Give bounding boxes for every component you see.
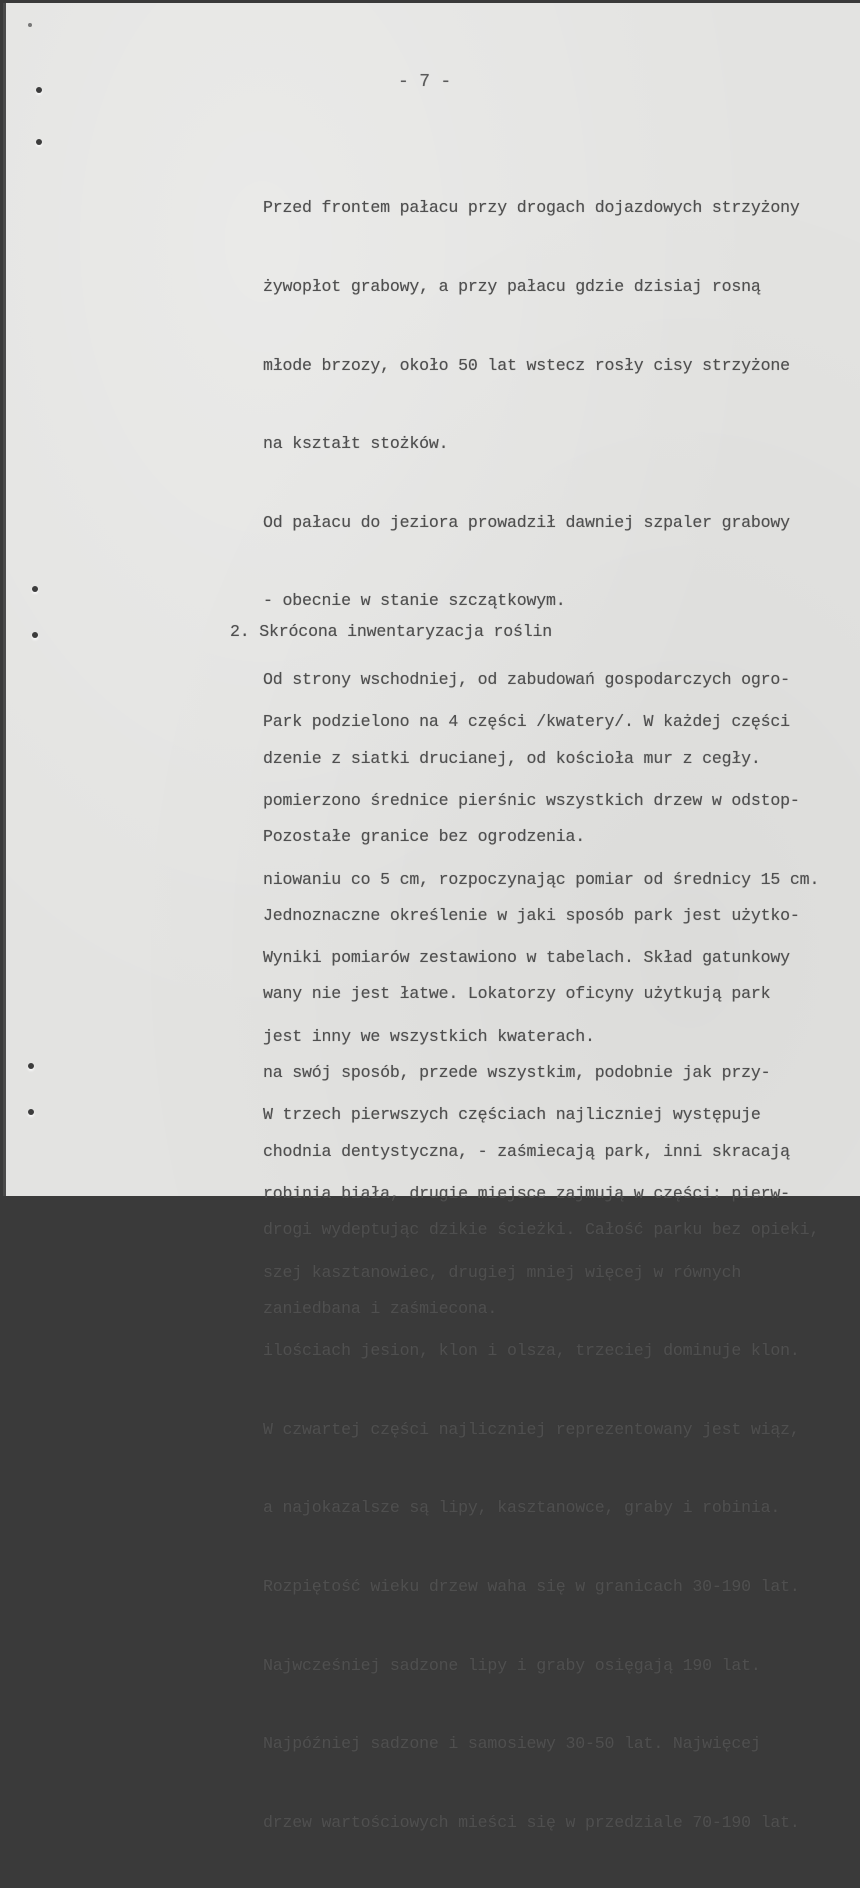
text-line: młode brzozy, około 50 lat wstecz rosły cisy strzyżone: [263, 355, 790, 375]
text-line: W czwartej części najliczniej reprezentowany jest wiąz,: [263, 1419, 800, 1439]
punch-hole-mark: [32, 586, 38, 592]
text-line: pomierzono średnice pierśnic wszystkich drzew w odstop-: [263, 791, 800, 810]
text-line: zaniedbana i zaśmiecona.: [263, 1298, 498, 1318]
text-line: drzew wartościowych mieści się w przedziale 70-190 lat.: [263, 1812, 800, 1832]
section-2-body: [263, 657, 819, 1888]
text-line: Wyniki pomiarów zestawiono w tabelach. Skład gatunkowy: [263, 948, 790, 968]
text-line: Najpóźniej sadzone i samosiewy 30-50 lat. Najwięcej: [263, 1734, 761, 1754]
section-2-heading: 2. Skrócona inwentaryzacja roślin: [230, 622, 553, 641]
punch-hole-mark: [28, 1063, 34, 1069]
page-number: - 7 -: [398, 72, 452, 92]
text-line: na kształt stożków.: [263, 434, 449, 454]
text-line: Park podzielono na 4 części /kwatery/. W każdej części: [263, 712, 790, 732]
margin-dot-mark: [28, 23, 32, 27]
text-line: jest inny we wszystkich kwaterach.: [263, 1026, 595, 1046]
text-line: a najokazalsze są lipy, kasztanowce, graby i robinia.: [263, 1498, 781, 1518]
punch-hole-mark: [28, 1109, 34, 1115]
text-line: Pozostałe granice bez ogrodzenia.: [263, 827, 586, 847]
text-line: niowaniu co 5 cm, rozpoczynając pomiar od średnicy 15 cm.: [263, 869, 820, 889]
text-line: W trzech pierwszych częściach najliczniej występuje: [263, 1105, 761, 1125]
text-line: ilościach jesion, klon i olsza, trzeciej dominuje klon.: [263, 1341, 800, 1361]
text-line: chodnia dentystyczna, - zaśmiecają park, inni skracają: [263, 1141, 790, 1161]
text-line: drogi wydeptując dzikie ścieżki. Całość parku bez opieki,: [263, 1220, 820, 1240]
text-line: wany nie jest łatwe. Lokatorzy oficyny użytkują park: [263, 984, 771, 1004]
text-line: Najwcześniej sadzone lipy i graby osięgają 190 lat.: [263, 1655, 761, 1675]
punch-hole-mark: [32, 632, 38, 638]
text-line: Od pałacu do jeziora prowadził dawniej szpaler grabowy: [263, 512, 790, 532]
text-line: na swój sposób, przede wszystkim, podobnie jak przy-: [263, 1062, 771, 1082]
text-line: Przed frontem pałacu przy drogach dojazdowych strzyżony: [263, 198, 800, 218]
text-line: żywopłot grabowy, a przy pałacu gdzie dzisiaj rosną: [263, 277, 761, 296]
text-line: szej kasztanowiec, drugiej mniej więcej w równych: [263, 1262, 742, 1282]
text-line: robinia biała, drugie miejsce zajmują w części: pierw-: [263, 1183, 790, 1203]
text-line: dzenie z siatki drucianej, od kościoła mur z cegły.: [263, 748, 761, 768]
text-line: Rozpiętość wieku drzew waha się w granicach 30-190 lat.: [263, 1576, 800, 1596]
text-line: - obecnie w stanie szczątkowym.: [263, 591, 566, 611]
punch-hole-mark: [36, 87, 42, 93]
document-page: [3, 3, 860, 1832]
text-line: Od strony wschodniej, od zabudowań gospodarczych ogro-: [263, 669, 790, 689]
text-line: Jednoznaczne określenie w jaki sposób park jest użytko-: [263, 905, 800, 925]
punch-hole-mark: [36, 139, 42, 145]
